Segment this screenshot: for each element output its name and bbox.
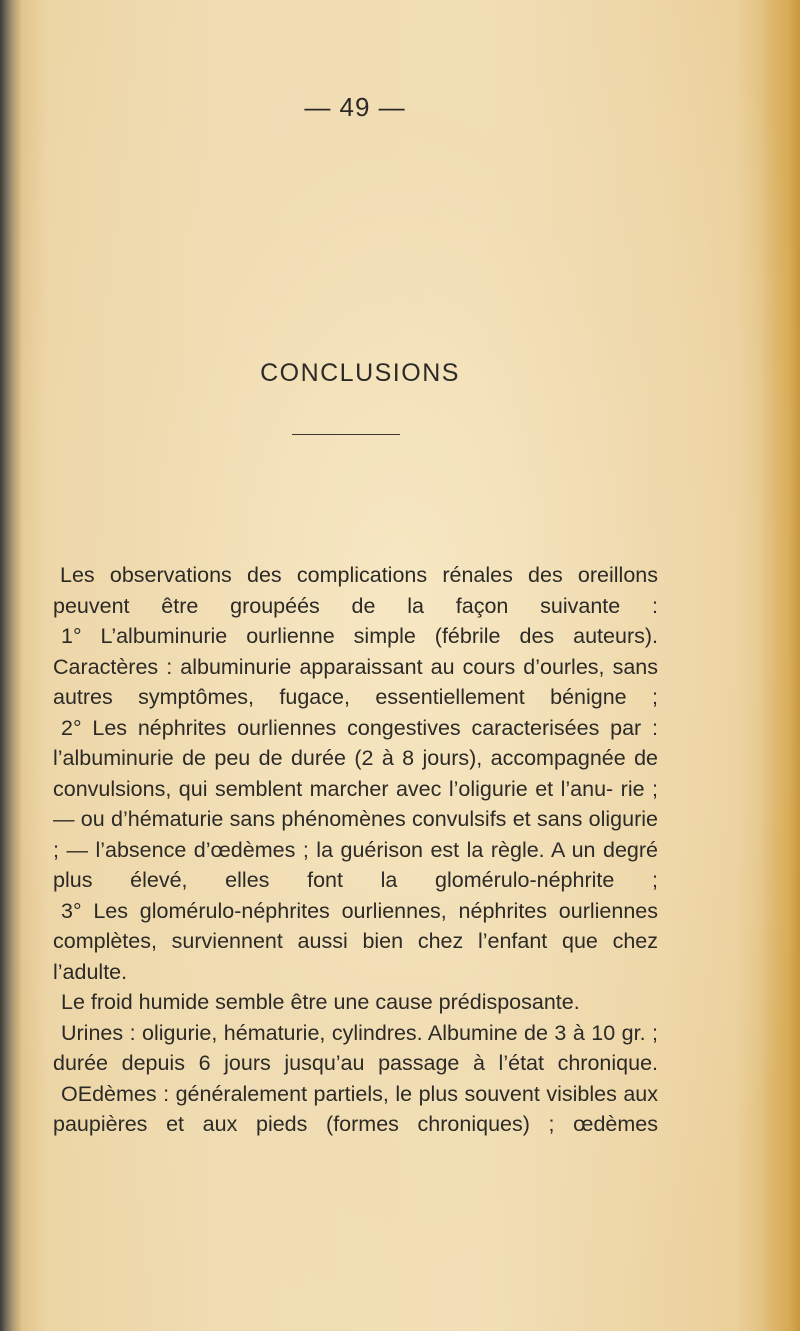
book-binding-shadow <box>0 0 22 1331</box>
paragraph-intro: Les observations des complications rénales des oreillons peuvent être groupéés de la façon suivante : <box>53 563 658 618</box>
paragraph-oedemes: OEdèmes : généralement partiels, le plus souvent visibles aux paupières et aux pieds (formes chroniques) ; œdèmes <box>53 1081 658 1136</box>
paragraph-point-1: 1° L’albuminurie ourlienne simple (fébrile des auteurs). Caractères : albuminurie apparaissant au cours d’ourles, sans autres symptômes, fugace, essentiellement bénigne ; <box>53 624 658 709</box>
paragraph-urines: Urines : oligurie, hématurie, cylindres. Albumine de 3 à 10 gr. ; durée depuis 6 jours jusqu’au passage à l’état chronique. <box>53 1020 658 1075</box>
paragraph-point-3: 3° Les glomérulo-néphrites ourliennes, néphrites ourliennes complètes, surviennent aussi bien chez l’enfant que chez l’adulte. <box>53 898 658 984</box>
section-title: CONCLUSIONS <box>260 359 460 387</box>
paragraph-point-2: 2° Les néphrites ourliennes congestives caracterisées par : l’albuminurie de peu de durée (2 à 8 jours), accompagnée de convulsions, qui semblent marcher avec l’oligurie et l’anu- rie ; — ou d’hématurie sans phénomènes convulsifs et sans oligurie ; — l’absence d’œdèmes ; la guérison est la règle. A un degré plus élevé, elles font la glomérulo-néphrite ; <box>53 715 658 892</box>
body-text <box>53 560 658 1140</box>
paragraph-cause: Le froid humide semble être une cause prédisposante. <box>61 990 580 1014</box>
page-number: — 49 — <box>304 92 406 122</box>
page-edge-stain <box>760 0 800 1331</box>
title-divider <box>292 434 400 435</box>
